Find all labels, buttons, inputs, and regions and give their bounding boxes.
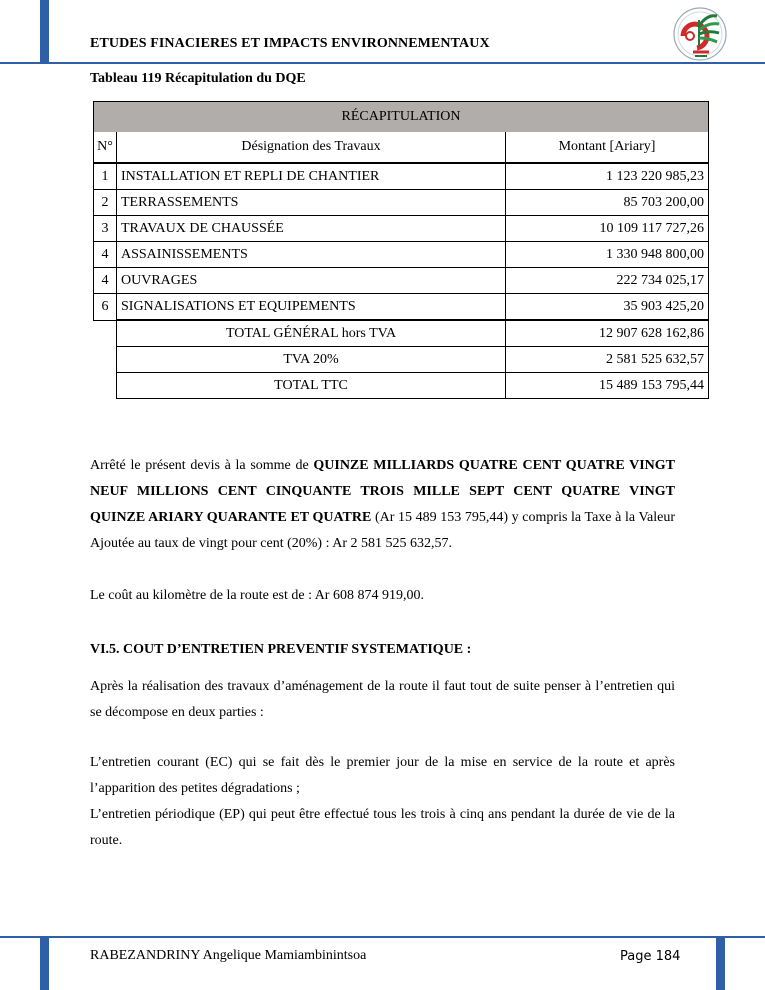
total-montant: 2 581 525 632,57 (506, 347, 709, 373)
total-row (94, 320, 709, 347)
row-montant: 222 734 025,17 (506, 268, 709, 294)
row-number: 3 (94, 216, 117, 242)
row-number: 4 (94, 268, 117, 294)
row-montant: 1 123 220 985,23 (506, 163, 709, 190)
table-row (94, 190, 709, 216)
row-designation: SIGNALISATIONS ET EQUIPEMENTS (117, 294, 506, 321)
header-title: ETUDES FINACIERES ET IMPACTS ENVIRONNEMENTAUX (90, 36, 490, 51)
paragraph-entretien-courant: L’entretien courant (EC) qui se fait dès le premier jour de la mise en service de la route et après l’apparition des petites dégradations ; (90, 755, 675, 796)
paragraph-entretien-periodique: L’entretien périodique (EP) qui peut être effectué tous les trois à cinq ans pendant la durée de vie de la route. (90, 807, 675, 848)
column-header-montant: Montant [Ariary] (506, 132, 709, 163)
paragraph-apres: Après la réalisation des travaux d’aménagement de la route il faut tout de suite penser à l’entretien qui se décompose en deux parties : (90, 679, 675, 720)
total-row (94, 347, 709, 373)
footer-rule (0, 936, 765, 938)
row-designation: OUVRAGES (117, 268, 506, 294)
footer-accent-bar-right (716, 938, 725, 990)
total-label: TOTAL TTC (117, 373, 506, 399)
header-rule (0, 62, 765, 64)
row-designation: ASSAINISSEMENTS (117, 242, 506, 268)
column-header-num: N° (94, 132, 117, 163)
table-row (94, 268, 709, 294)
total-montant: 15 489 153 795,44 (506, 373, 709, 399)
paragraph-cout-km: Le coût au kilomètre de la route est de : Ar 608 874 919,00. (90, 588, 424, 603)
header-accent-bar (40, 0, 49, 62)
table-row (94, 242, 709, 268)
table-caption: Tableau 119 Récapitulation du DQE (90, 71, 306, 86)
table-row (94, 216, 709, 242)
recap-table (93, 101, 709, 399)
row-montant: 35 903 425,20 (506, 294, 709, 321)
page-number: Page 184 (620, 949, 681, 964)
total-label: TVA 20% (117, 347, 506, 373)
amount-in-words: QUINZE MILLIARDS QUATRE CENT QUATRE VINGT NEUF MILLIONS CENT CINQUANTE TROIS MILLE SEPT CENT QUATRE VINGT QUINZE ARIARY QUARANTE ET QUATRE (90, 458, 675, 525)
row-designation: INSTALLATION ET REPLI DE CHANTIER (117, 163, 506, 190)
paragraph-arrete: Arrêté le présent devis à la somme de QUINZE MILLIARDS QUATRE CENT QUATRE VINGT NEUF MILLIONS CENT CINQUANTE TROIS MILLE SEPT CENT QUATRE VINGT QUINZE ARIARY QUARANTE ET QUATRE (Ar 15 489 153 795,44) y compris la Taxe à la Valeur Ajoutée au taux de vingt pour cent (20%) : Ar 2 581 525 632,57. (90, 458, 675, 551)
row-number: 4 (94, 242, 117, 268)
row-designation: TRAVAUX DE CHAUSSÉE (117, 216, 506, 242)
row-montant: 1 330 948 800,00 (506, 242, 709, 268)
row-designation: TERRASSEMENTS (117, 190, 506, 216)
total-row (94, 373, 709, 399)
row-montant: 85 703 200,00 (506, 190, 709, 216)
row-number: 2 (94, 190, 117, 216)
row-montant: 10 109 117 727,26 (506, 216, 709, 242)
footer-accent-bar-left (40, 938, 49, 990)
table-row (94, 163, 709, 190)
table-section-title: RÉCAPITULATION (94, 102, 709, 133)
school-logo-icon (663, 6, 737, 62)
table-row (94, 294, 709, 321)
section-heading: VI.5. COUT D’ENTRETIEN PREVENTIF SYSTEMATIQUE : (90, 642, 472, 657)
row-number: 1 (94, 163, 117, 190)
footer-author: RABEZANDRINY Angelique Mamiambinintsoa (90, 948, 367, 963)
total-label: TOTAL GÉNÉRAL hors TVA (117, 320, 506, 347)
column-header-designation: Désignation des Travaux (117, 132, 506, 163)
row-number: 6 (94, 294, 117, 321)
total-montant: 12 907 628 162,86 (506, 320, 709, 347)
